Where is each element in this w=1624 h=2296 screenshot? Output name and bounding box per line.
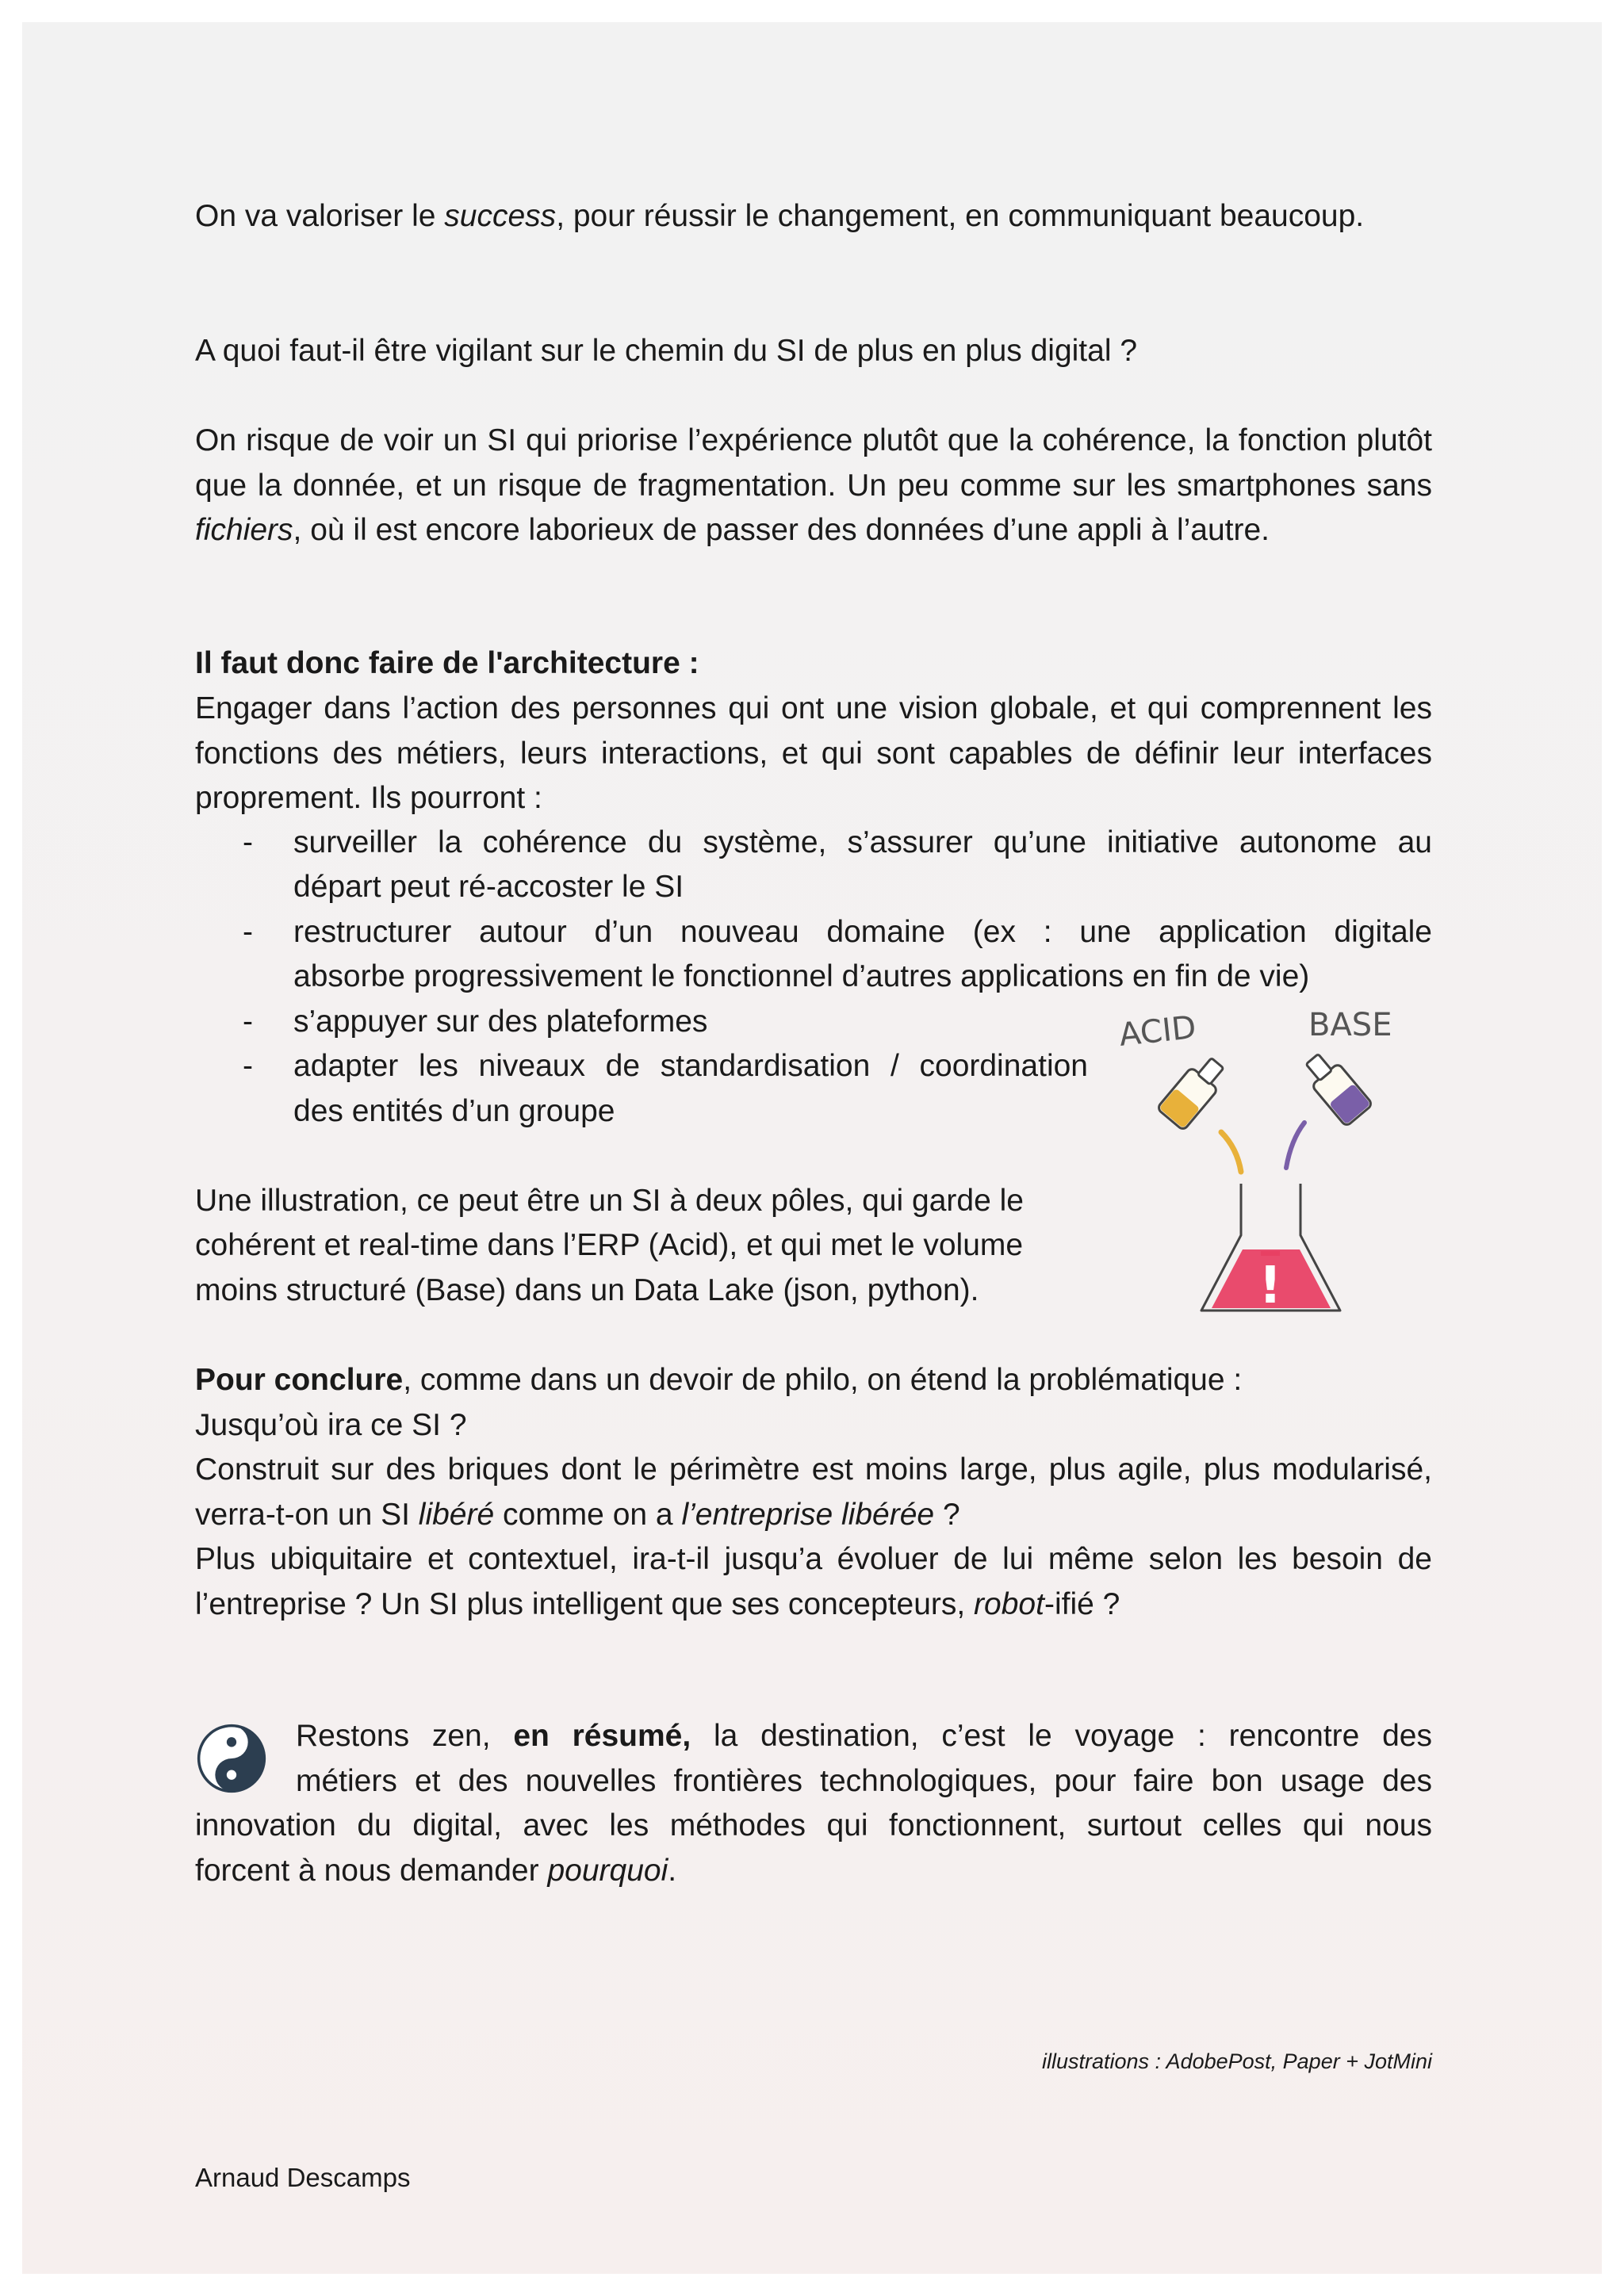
bullet-marker: - [243,1049,253,1083]
intro-text-end: , pour réussir le changement, en communiquant beaucoup. [556,199,1365,233]
conclusion-paragraph-2 [195,1448,1432,1537]
bullet-2-line-2: absorbe progressivement le fonctionnel d’autres applications en fin de vie) [293,959,1310,993]
bullet-marker: - [243,915,253,949]
risk-text: On risque de voir un SI qui priorise l’expérience plutôt que la cohérence, la fonction plutôt que la donnée, et un risque de fragmentation. Un peu comme sur les smartphones sans [195,423,1432,503]
bullet-3-line-1: s’appuyer sur des plateformes [293,1004,708,1039]
summary-text: Restons zen, [296,1719,514,1753]
conclusion-p2-emphasis: libéré [418,1497,495,1532]
bullet-marker: - [243,1004,253,1039]
flask-exclamation: ! [1258,1257,1282,1315]
illustration-line-1: Une illustration, ce peut être un SI à deux pôles, qui garde le [195,1184,1024,1218]
author-name: Arnaud Descamps [195,2163,411,2192]
summary-line-2: métiers et des nouvelles frontières technologiques, pour faire bon usage des [296,1764,1432,1798]
risk-emphasis: fichiers [195,513,293,547]
bullet-4-line-1: adapter les niveaux de standardisation / coordination [293,1049,1088,1083]
summary-text-rest: la destination, c’est le voyage : rencontre des [691,1719,1432,1753]
acid-label: ACID [1117,1009,1198,1054]
bullet-4-line-2: des entités d’un groupe [293,1094,615,1128]
architecture-heading: Il faut donc faire de l'architecture : [195,646,699,680]
summary-line-4 [195,1849,676,1894]
intro-paragraph [195,194,1432,239]
vigilance-question: A quoi faut-il être vigilant sur le chemin du SI de plus en plus digital ? [195,334,1138,368]
conclusion-lead-rest: , comme dans un devoir de philo, on étend la problématique : [403,1363,1243,1397]
bullet-1-line-1: surveiller la cohérence du système, s’assurer qu’une initiative autonome au [293,825,1432,859]
conclusion-p3-emphasis: robot [974,1586,1044,1621]
summary-line-4-end: . [668,1854,677,1888]
illustration-line-3: moins structuré (Base) dans un Data Lake (json, python). [195,1273,979,1307]
bullet-2-line-1: restructurer autour d’un nouveau domaine (ex : une application digitale [293,915,1432,949]
summary-bold: en résumé, [513,1719,691,1753]
summary-line-3: innovation du digital, avec les méthodes qui fonctionnent, surtout celles qui nous [195,1808,1432,1843]
summary-line-4-emphasis: pourquoi [547,1854,668,1888]
illustration-line-2: cohérent et real-time dans l’ERP (Acid), et qui met le volume [195,1228,1024,1262]
conclusion-lead: Pour conclure [195,1363,404,1397]
bullet-marker: - [243,825,253,859]
flask-icon [1110,997,1427,1322]
conclusion-p3-text: Plus ubiquitaire et contextuel, ira-t-il jusqu’a évoluer de lui même selon les besoin de l’entreprise ? Un SI plus intelligent que ses concepteurs, [195,1542,1432,1621]
acid-bottle [1157,1052,1231,1131]
summary-line-4-text: forcent à nous demander [195,1854,548,1888]
conclusion-p2-text: Construit sur des briques dont le périmètre est moins large, plus agile, plus modularisé, verra-t-on un SI [195,1452,1432,1532]
base-bottle [1299,1048,1373,1127]
risk-paragraph [195,419,1432,553]
conclusion-intro [195,1358,1432,1403]
conclusion-question: Jusqu’où ira ce SI ? [195,1408,467,1442]
intro-text: On va valoriser le [195,199,445,233]
conclusion-p2-mid: comme on a [494,1497,682,1532]
yin-yang-icon [197,1724,266,1793]
bullet-1-line-2: départ peut ré-accoster le SI [293,870,684,904]
architecture-body: Engager dans l’action des personnes qui ont une vision globale, et qui comprennent les fonctions des métiers, leurs interactions, et qui sont capables de définir leur interfaces proprement. Ils pourront : [195,691,1432,815]
conclusion-p2-end: ? [934,1497,960,1532]
conclusion-p3-end: -ifié ? [1044,1586,1120,1621]
base-label: BASE [1308,1007,1392,1043]
conclusion-p2-emphasis-2: l’entreprise libérée [681,1497,935,1532]
summary-line-1 [296,1714,1432,1759]
conclusion-paragraph-3 [195,1537,1432,1627]
intro-emphasis: success [444,199,557,233]
risk-text-end: , où il est encore laborieux de passer des données d’une appli à l’autre. [293,513,1270,547]
illustration-credits: illustrations : AdobePost, Paper + JotMini [1042,2049,1432,2073]
